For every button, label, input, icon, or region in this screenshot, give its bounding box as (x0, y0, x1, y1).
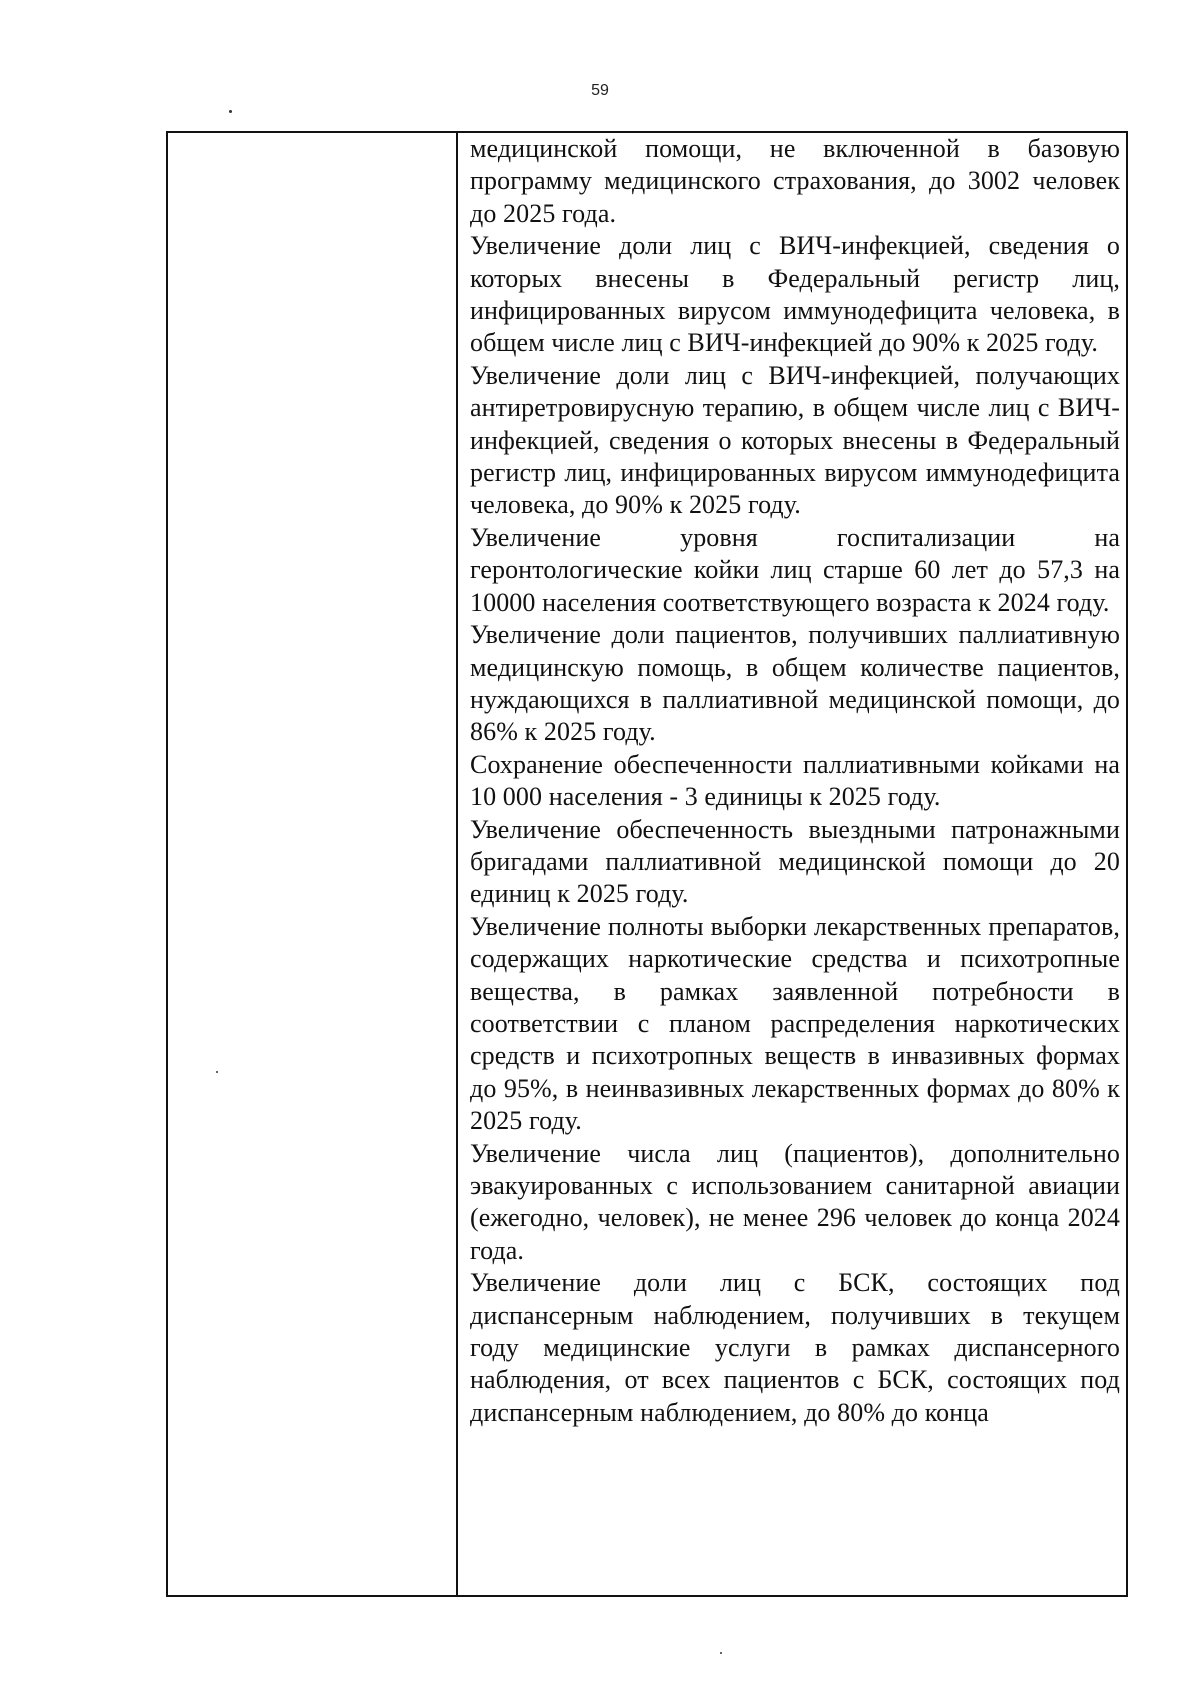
page-number: 59 (591, 82, 609, 99)
table-paragraph: Увеличение доли лиц с ВИЧ-инфекцией, получающих антиретровирусную терапию, в общем числе лиц с ВИЧ-инфекцией, сведения о которых внесены в Федеральный регистр лиц, инфицированных вирусом иммунодефицита человека, до 90% к 2025 году. (470, 360, 1120, 520)
table-paragraph: медицинской помощи, не включенной в базовую программу медицинского страхования, до 3002 человек до 2025 года. (470, 134, 1120, 228)
table-paragraph: Увеличение полноты выборки лекарственных препаратов, содержащих наркотические средства и психотропные вещества, в рамках заявленной потребности в соответствии с планом распределения наркотических средств и психотропных веществ в инвазивных формах до 95%, в неинвазивных лекарственных формах до 80% к 2025 году. (470, 911, 1120, 1136)
table-right-cell (458, 133, 1126, 1595)
table-paragraph: Увеличение доли лиц с БСК, состоящих под диспансерным наблюдением, получивших в текущем году медицинские услуги в рамках диспансерного наблюдения, от всех пациентов с БСК, состоящих под диспансерным наблюдением, до 80% до конца (470, 1268, 1120, 1427)
table-paragraph: Сохранение обеспеченности паллиативными койками на 10 000 населения - 3 единицы к 2025 году. (470, 749, 1120, 812)
table-paragraph: Увеличение числа лиц (пациентов), дополнительно эвакуированных с использованием санитарной авиации (ежегодно, человек), не менее 296 человек до конца 2024 года. (470, 1138, 1120, 1265)
table-left-cell (168, 133, 458, 1595)
table-paragraph: Увеличение обеспеченность выездными патронажными бригадами паллиативной медицинской помощи до 20 единиц к 2025 году. (470, 814, 1120, 909)
table-paragraph: Увеличение доли пациентов, получивших паллиативную медицинскую помощь, в общем количестве пациентов, нуждающихся в паллиативной медицинской помощи, до 86% к 2025 году. (470, 620, 1120, 747)
document-table (166, 131, 1128, 1597)
table-paragraph: Увеличение доли лиц с ВИЧ-инфекцией, сведения о которых внесены в Федеральный регистр лиц, инфицированных вирусом иммунодефицита человека, в общем числе лиц с ВИЧ-инфекцией до 90% к 2025 году. (470, 231, 1120, 358)
table-paragraph: Увеличение уровня госпитализации на геронтологические койки лиц старше 60 лет до 57,3 на 10000 населения соответствующего возраста к 2024 году. (470, 522, 1120, 617)
scan-speck (229, 110, 232, 113)
scan-speck (720, 1652, 722, 1654)
